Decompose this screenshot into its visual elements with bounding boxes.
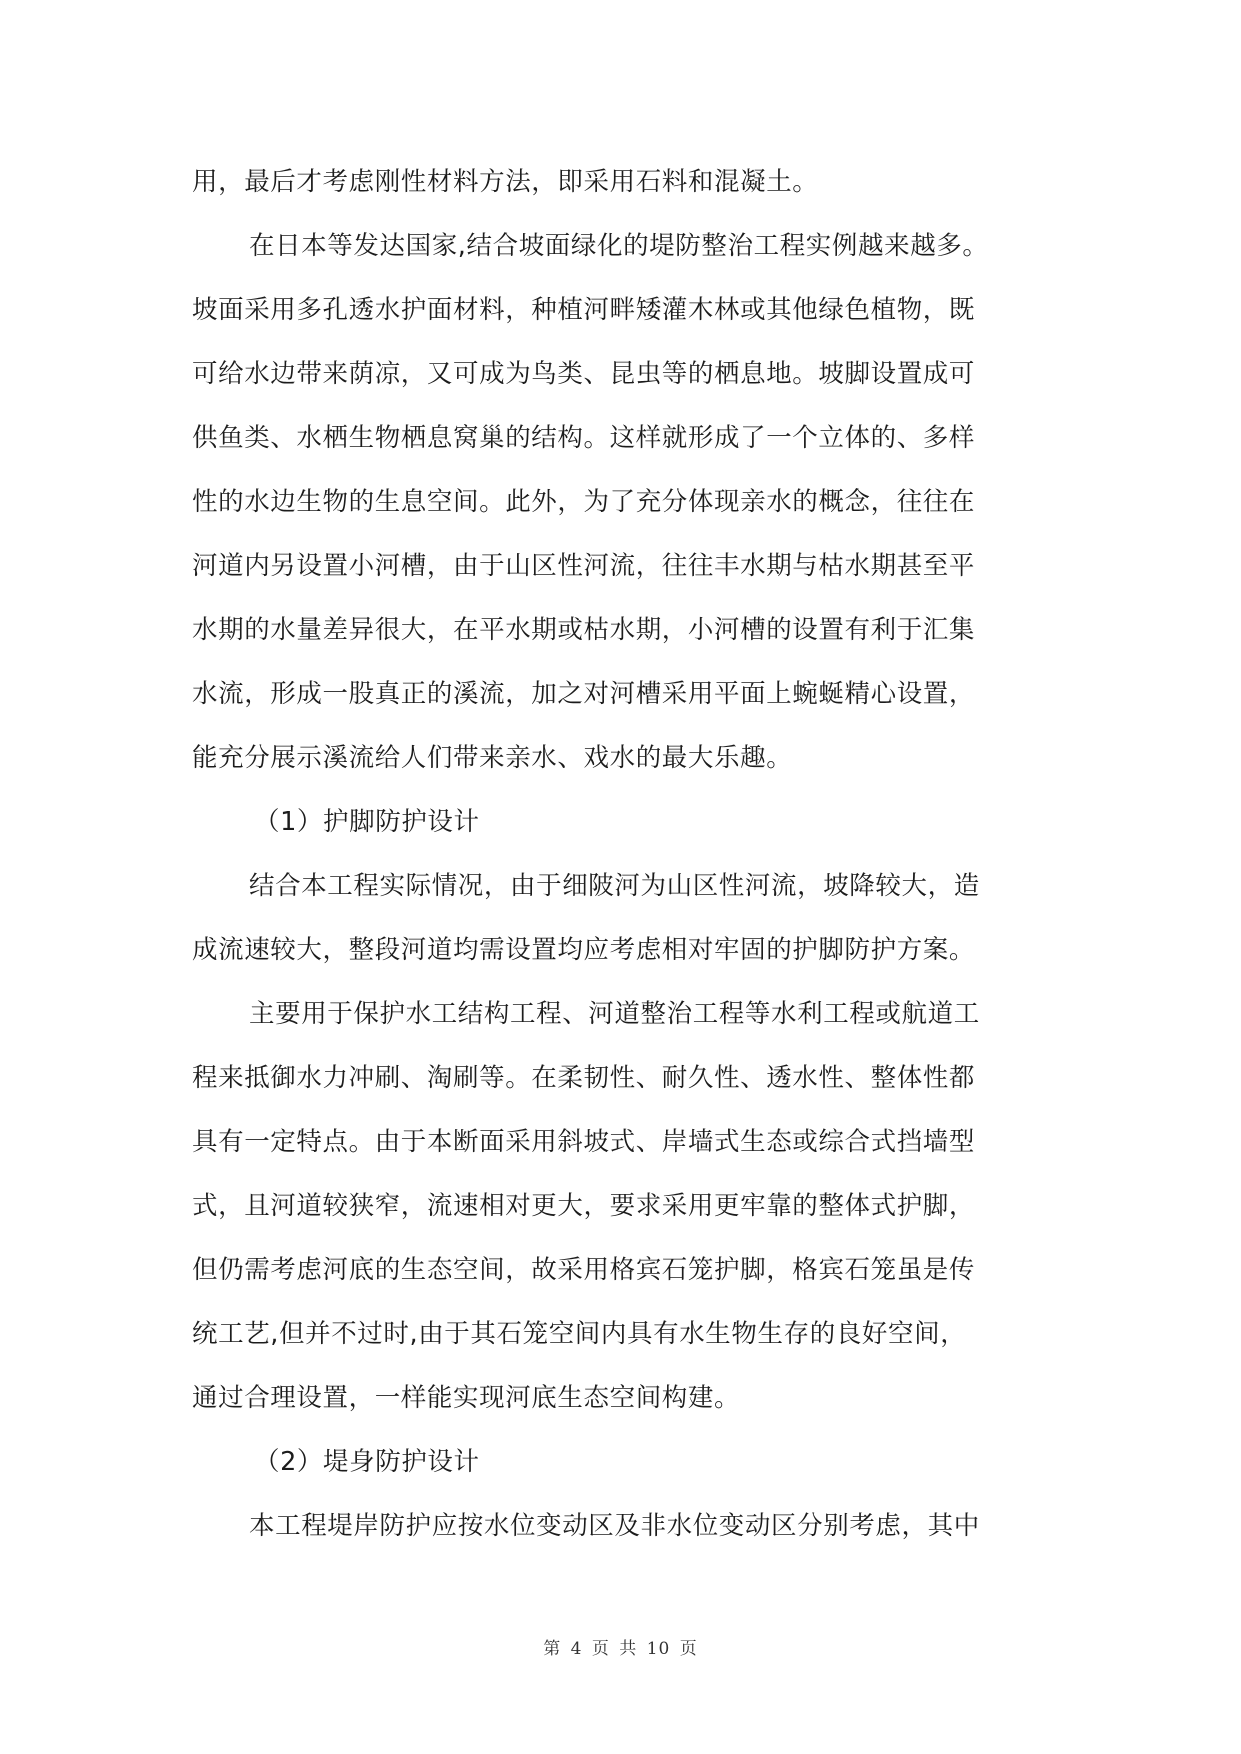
text-line: 能充分展示溪流给人们带来亲水、戏水的最大乐趣。: [192, 743, 793, 773]
paragraph-start: 本工程堤岸防护应按水位变动区及非水位变动区分别考虑，其中: [249, 1511, 980, 1541]
paragraph-start: 主要用于保护水工结构工程、河道整治工程等水利工程或航道工: [249, 999, 980, 1029]
text-line: 程来抵御水力冲刷、淘刷等。在柔韧性、耐久性、透水性、整体性都: [192, 1063, 976, 1093]
text-line: 用，最后才考虑刚性材料方法，即采用石料和混凝土。: [192, 167, 819, 197]
text-line: 统工艺,但并不过时,由于其石笼空间内具有水生物生存的良好空间，: [192, 1319, 967, 1349]
text-line: 水期的水量差异很大，在平水期或枯水期，小河槽的设置有利于汇集: [192, 615, 976, 645]
paragraph-start: 结合本工程实际情况，由于细陂河为山区性河流，坡降较大，造: [249, 871, 980, 901]
text-line: 通过合理设置，一样能实现河底生态空间构建。: [192, 1383, 741, 1413]
page-number-footer: 第 4 页 共 10 页: [543, 1639, 698, 1659]
text-line: 供鱼类、水栖生物栖息窝巢的结构。这样就形成了一个立体的、多样: [192, 423, 976, 453]
text-line: 河道内另设置小河槽，由于山区性河流，往往丰水期与枯水期甚至平: [192, 551, 976, 581]
section-heading: （1）护脚防护设计: [254, 807, 480, 837]
text-line: 水流，形成一股真正的溪流，加之对河槽采用平面上蜿蜒精心设置，: [192, 679, 976, 709]
text-line: 但仍需考虑河底的生态空间，故采用格宾石笼护脚，格宾石笼虽是传: [192, 1255, 976, 1285]
section-heading: （2）堤身防护设计: [254, 1447, 480, 1477]
document-body: [192, 150, 1060, 1558]
text-line: 坡面采用多孔透水护面材料，种植河畔矮灌木林或其他绿色植物，既: [192, 295, 976, 325]
text-line: 性的水边生物的生息空间。此外，为了充分体现亲水的概念，往往在: [192, 487, 976, 517]
text-line: 可给水边带来荫凉，又可成为鸟类、昆虫等的栖息地。坡脚设置成可: [192, 359, 976, 389]
text-line: 具有一定特点。由于本断面采用斜坡式、岸墙式生态或综合式挡墙型: [192, 1127, 976, 1157]
text-line: 成流速较大，整段河道均需设置均应考虑相对牢固的护脚防护方案。: [192, 935, 976, 965]
text-line: 式，且河道较狭窄，流速相对更大，要求采用更牢靠的整体式护脚，: [192, 1191, 976, 1221]
paragraph-start: 在日本等发达国家,结合坡面绿化的堤防整治工程实例越来越多。: [249, 231, 989, 261]
